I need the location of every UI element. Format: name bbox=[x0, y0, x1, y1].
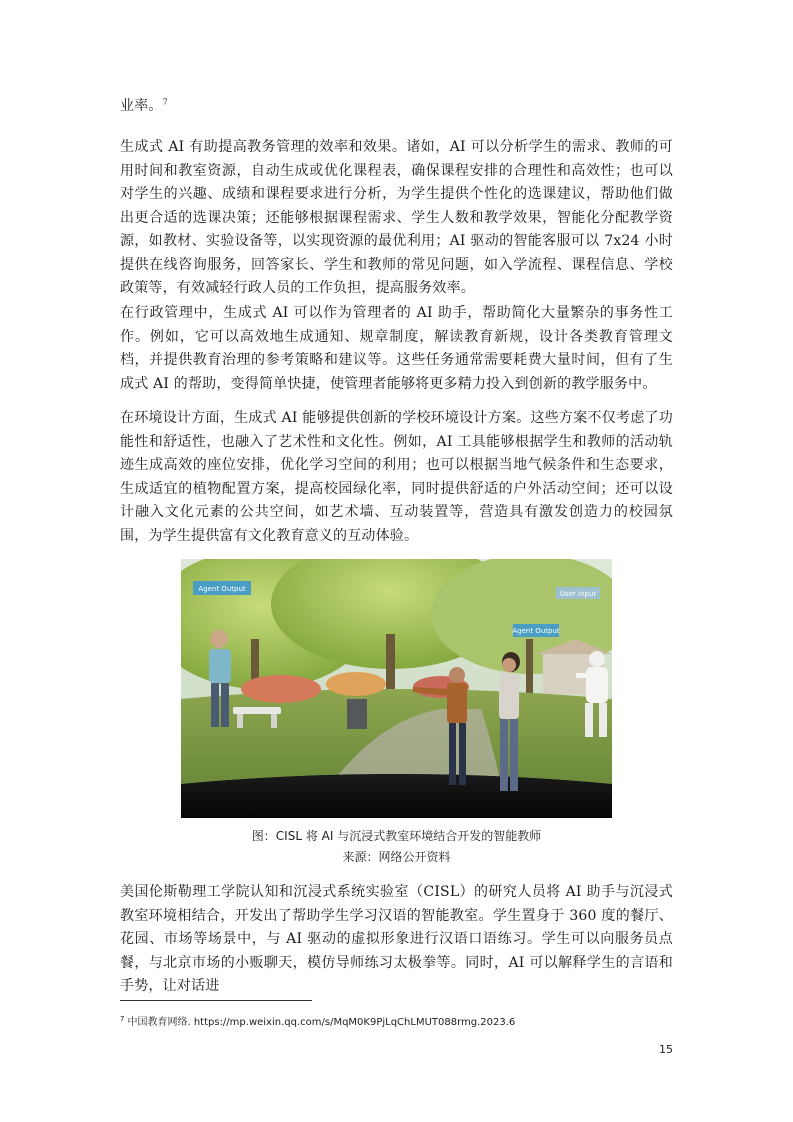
avatar-head bbox=[210, 630, 228, 648]
page-number: 15 bbox=[659, 1043, 673, 1056]
figure-source: 来源：网络公开资料 bbox=[342, 850, 451, 864]
avatar-leg bbox=[211, 683, 219, 727]
stone-bench bbox=[233, 707, 281, 714]
figure-immersive-classroom-photo bbox=[181, 559, 612, 818]
trash-bin bbox=[347, 699, 367, 729]
footnote-text[interactable]: 中国教育网络. https://mp.weixin.qq.com/s/MqM0K9PjLqChLMUT088rmg.2023.6 bbox=[127, 1017, 516, 1028]
avatar-shirt bbox=[209, 649, 231, 683]
person-leg bbox=[510, 719, 518, 791]
person-head bbox=[502, 658, 516, 672]
paragraph-academic-affairs: 生成式 AI 有助提高教务管理的效率和效果。诸如，AI 可以分析学生的需求、教师的可用时间和教室资源，自动生成或优化课程表，确保课程安排的合理性和高效性；也可以对学生的兴趣、成绩和课程要求进行分析，为学生提供个性化的选课建议，帮助他们做出更合适的选课决策；还能够根据课程需求、学生人数和教学效果，智能化分配教学资源，如教材、实验设备等，以实现资源的最优利用；AI 驱动的智能客服可以 7x24 小时提供在线咨询服务，回答家长、学生和教师的常见问题，如入学流程、课程信息、学校政策等，有效减轻行政人员的工作负担，提高服务效率。 bbox=[120, 139, 673, 296]
footnote-reference[interactable]: 7 bbox=[162, 97, 168, 107]
stage-floor bbox=[181, 774, 612, 818]
avatar-leg bbox=[599, 703, 607, 737]
paragraph-environment-design: 在环境设计方面，生成式 AI 能够提供创新的学校环境设计方案。这些方案不仅考虑了功能性和舒适性，也融入了艺术性和文化性。例如，AI 工具能够根据学生和教师的活动轨迹生成高效的座位安排，优化学习空间的利用；也可以根据当地气候条件和生态要求，生成适宜的植物配置方案，提高校园绿化率，同时提供舒适的户外活动空间；还可以设计融入文化元素的公共空间，如艺术墙、互动装置等，营造具有激发创造力的校园氛围，为学生提供富有文化教育意义的互动体验。 bbox=[120, 410, 673, 544]
footnote bbox=[120, 1013, 673, 1028]
paragraph-cisl-example: 美国伦斯勒理工学院认知和沉浸式系统实验室（CISL）的研究人员将 AI 助手与沉浸式教室环境相结合，开发出了帮助学生学习汉语的智能教室。学生置身于 360 度的餐厅、花园、市场等场景中，与 AI 驱动的虚拟形象进行汉语口语练习。学生可以向服务员点餐，与北京市场的小贩聊天，模仿导师练习太极拳等。同时，AI 可以解释学生的言语和手势，让对话进 bbox=[120, 884, 673, 994]
paragraph-text: 业率。 bbox=[120, 98, 163, 114]
person-leg bbox=[449, 723, 456, 785]
person-leg bbox=[500, 719, 508, 791]
avatar-body bbox=[586, 667, 608, 703]
paragraph-continuation bbox=[120, 95, 673, 119]
figure-caption: 图：CISL 将 AI 与沉浸式教室环境结合开发的智能教师 bbox=[251, 829, 542, 843]
sign-label: Agent Output bbox=[198, 585, 246, 593]
avatar-arm bbox=[576, 673, 588, 678]
avatar-leg bbox=[221, 683, 229, 727]
person-head bbox=[449, 667, 465, 683]
flower-bush bbox=[241, 675, 321, 703]
bench-leg bbox=[271, 714, 277, 728]
paragraph-administration: 在行政管理中，生成式 AI 可以作为管理者的 AI 助手，帮助简化大量繁杂的事务性工作。例如，它可以高效地生成通知、规章制度，解读教育新规，设计各类教育管理文档，并提供教育治理的参考策略和建议等。这些任务通常需要耗费大量时间，但有了生成式 AI 的帮助，变得简单快捷，使管理者能够将更多精力投入到创新的教学服务中。 bbox=[120, 305, 673, 392]
sign-label: Agent Output bbox=[512, 627, 560, 635]
flower-bush bbox=[326, 672, 386, 696]
person-jacket bbox=[447, 683, 467, 723]
person-leg bbox=[459, 723, 466, 785]
footnote-number: 7 bbox=[120, 1014, 125, 1023]
bench-leg bbox=[237, 714, 243, 728]
sign-label: User Input bbox=[559, 590, 597, 598]
avatar-leg bbox=[585, 703, 593, 737]
footnote-divider bbox=[120, 1000, 312, 1001]
person-top bbox=[499, 673, 519, 719]
avatar-head bbox=[589, 651, 605, 667]
tree-trunk bbox=[526, 639, 533, 699]
